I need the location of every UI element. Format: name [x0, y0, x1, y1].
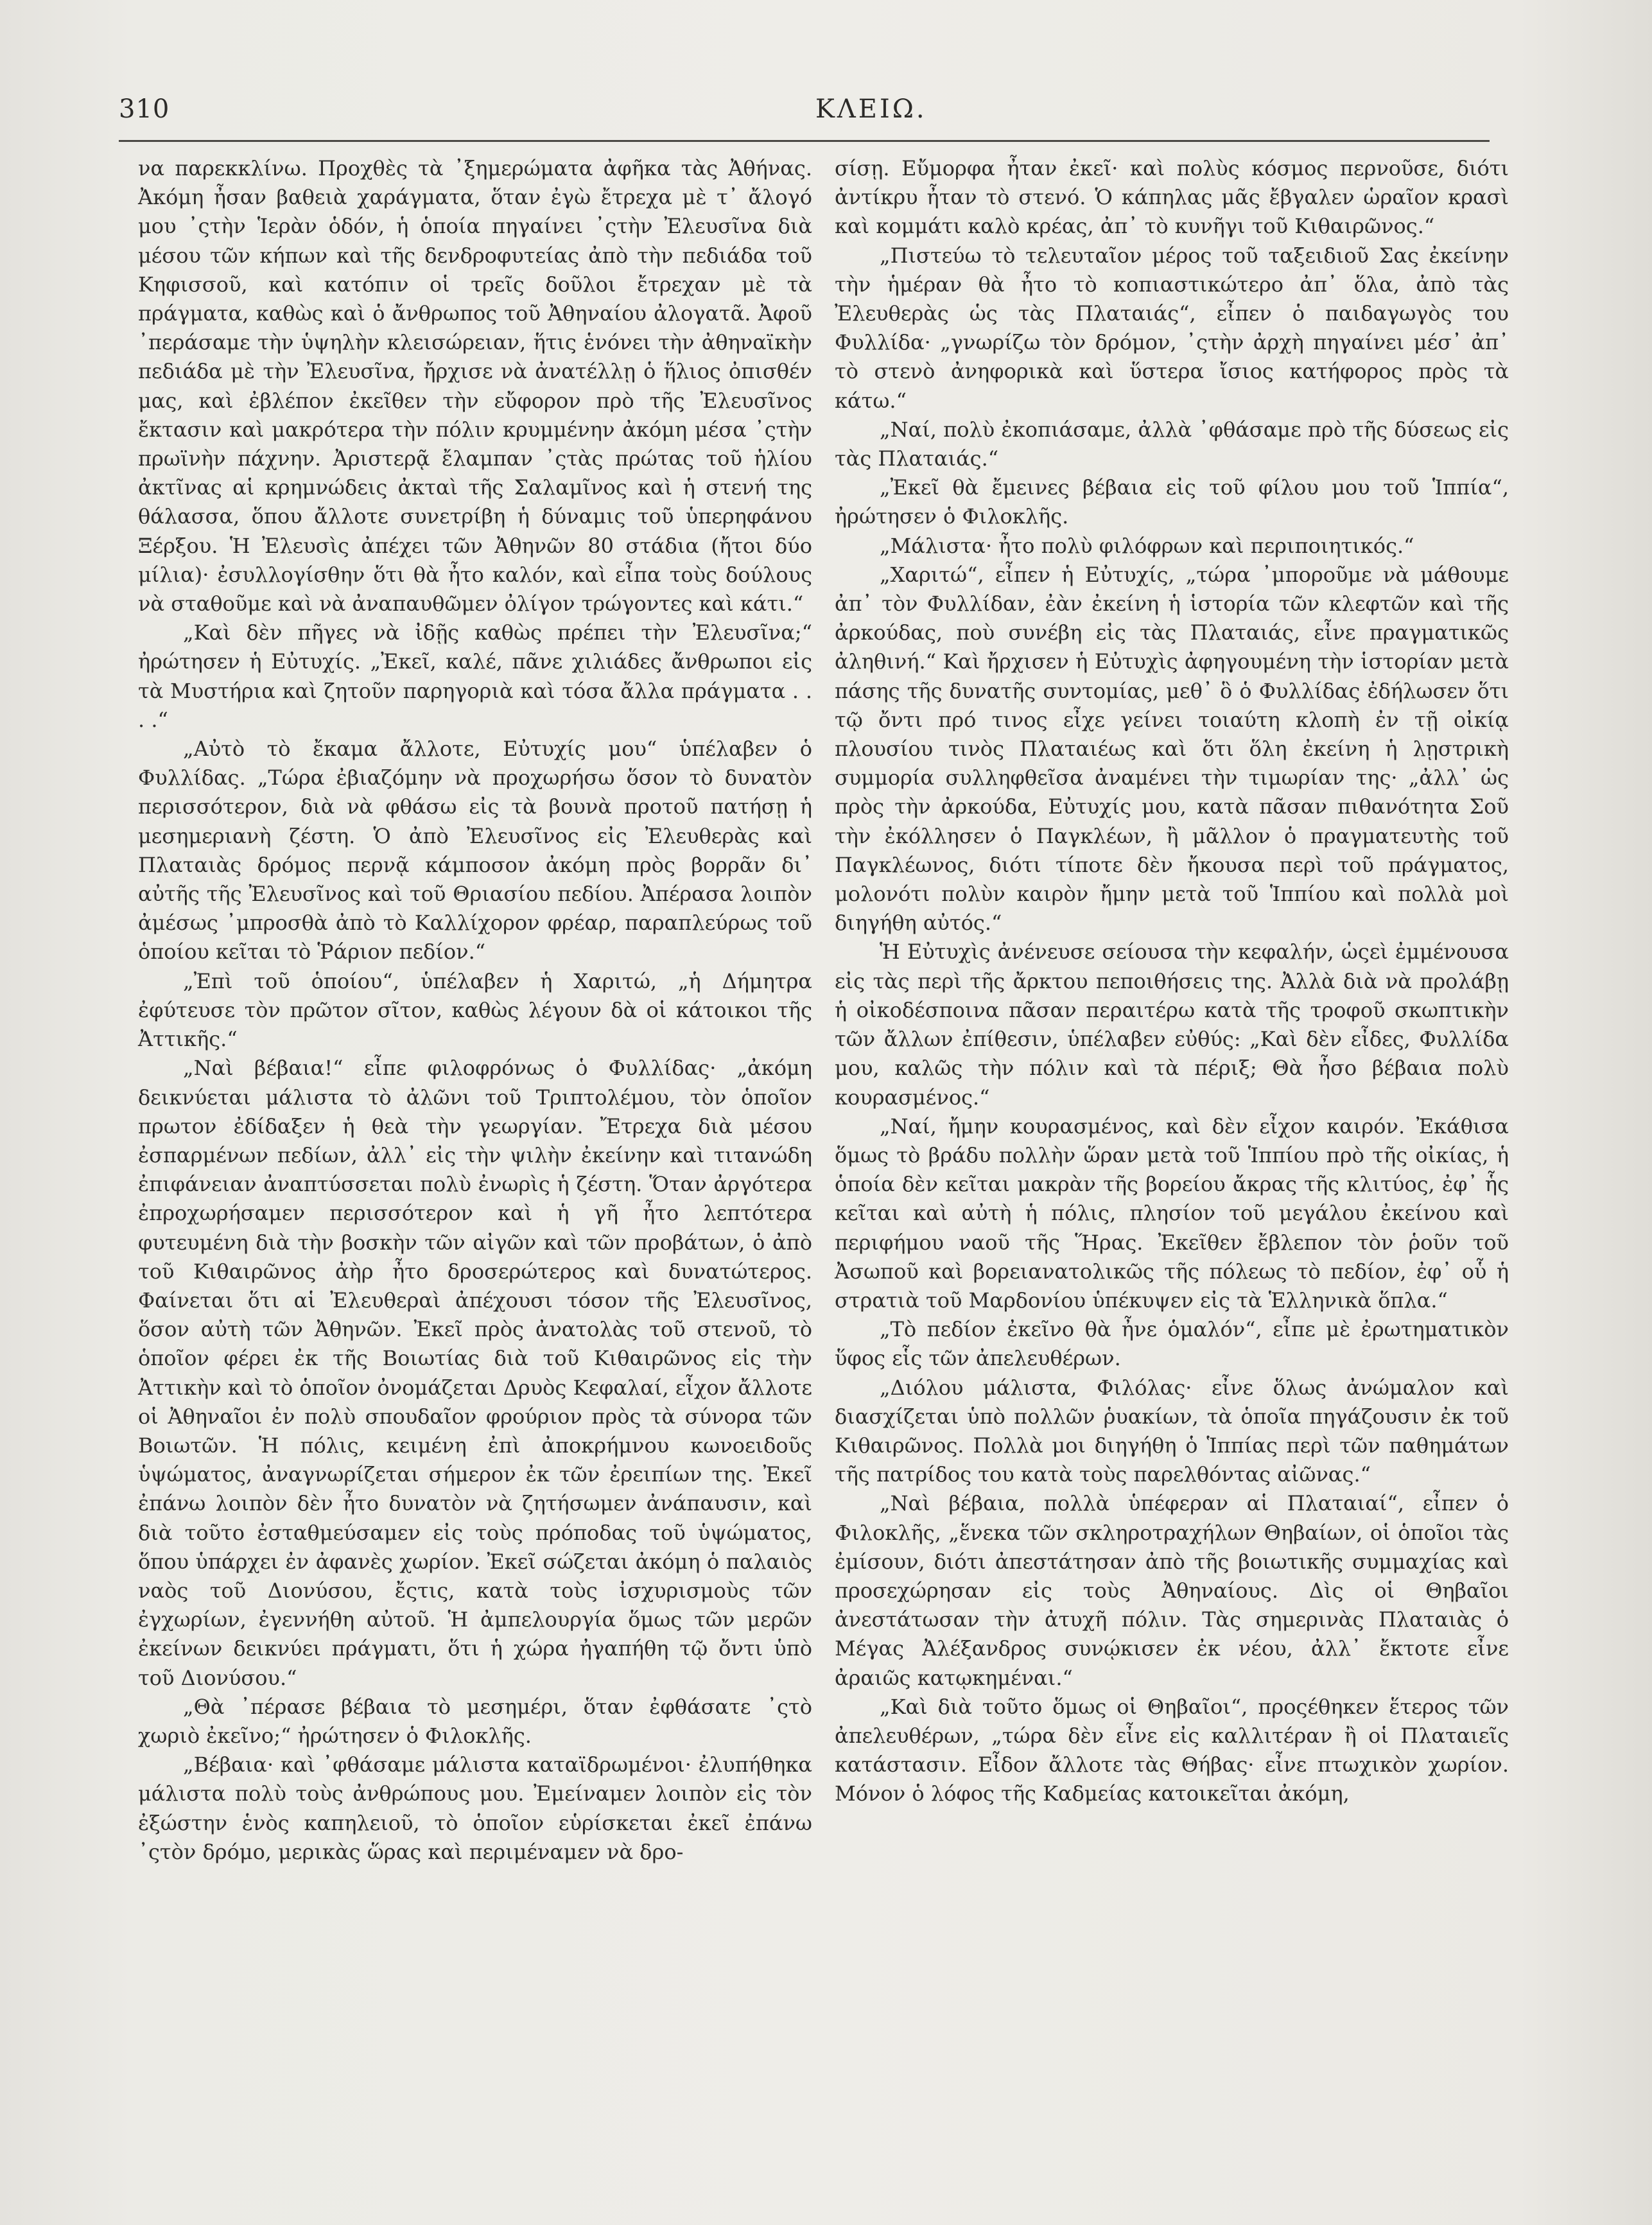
- paragraph: „Αὐτὸ τὸ ἔκαμα ἄλλοτε, Εὐτυχίς μου“ ὑπέλαβεν ὁ Φυλλίδας. „Τώρα ἐβιαζόμην νὰ προχωρήσω ὅσον τὸ δυνατὸν περισσότερον, διὰ νὰ φθάσω εἰς τὰ βουνὰ προτοῦ πατήσῃ ἡ μεσημεριανὴ ζέστη. Ὁ ἀπὸ Ἐλευσῖνος εἰς Ἐλευθερὰς καὶ Πλαταιὰς δρόμος περνᾷ κάμποσον ἀκόμη πρὸς βορρᾶν δι᾿ αὐτῆς τῆς Ἐλευσῖνος καὶ τοῦ Θριασίου πεδίου. Ἀπέρασα λοιπὸν ἀμέσως ᾿μπροσθὰ ἀπὸ τὸ Καλλίχορον φρέαρ, παραπλεύρως τοῦ ὁποίου κεῖται τὸ Ῥάριον πεδίον.“: [138, 737, 812, 964]
- paragraph: „Μάλιστα· ἦτο πολὺ φιλόφρων καὶ περιποιητικός.“: [880, 533, 1414, 558]
- right-column: [835, 154, 1509, 1809]
- paragraph: „Χαριτώ“, εἶπεν ἡ Εὐτυχίς, „τώρα ᾿μποροῦμε νὰ μάθουμε ἀπ᾿ τὸν Φυλλίδαν, ἐὰν ἐκείνη ἡ ἱστορία τῶν κλεφτῶν καὶ τῆς ἀρκούδας, ποὺ συνέβη εἰς τὰς Πλαταιάς, εἶνε πραγματικῶς ἀληθινή.“ Καὶ ἤρχισεν ἡ Εὐτυχὶς ἀφηγουμένη τὴν ἱστορίαν μετὰ πάσης τῆς δυνατῆς συντομίας, μεθ᾿ ὃ ὁ Φυλλίδας ἐδήλωσεν ὅτι τῷ ὄντι πρό τινος εἶχε γείνει τοιαύτη κλοπὴ ἐν τῇ οἰκίᾳ πλουσίου τινὸς Πλαταιέως καὶ ὅτι ὅλη ἐκείνη ἡ λῃστρικὴ συμμορία συλληφθεῖσα ἀναμένει τὴν τιμωρίαν της· „ἀλλ᾿ ὡς πρὸς τὴν ἀρκούδα, Εὐτυχίς μου, κατὰ πᾶσαν πιθανότητα Σοῦ τὴν ἐκόλλησεν ὁ Παγκλέων, ἢ μᾶλλον ὁ πραγματευτὴς τοῦ Παγκλέωνος, διότι τίποτε δὲν ἤκουσα περὶ τοῦ πράγματος, μολονότι πολὺν καιρὸν ἤμην μετὰ τοῦ Ἱππίου καὶ πολλὰ μοὶ διηγήθη αὐτός.“: [835, 562, 1509, 936]
- paragraph: „Ναὶ βέβαια!“ εἶπε φιλοφρόνως ὁ Φυλλίδας· „ἀκόμη δεικνύεται μάλιστα τὸ ἀλῶνι τοῦ Τριπτολέμου, τὸν ὁποῖον πρωτον ἐδίδαξεν ἡ θεὰ τὴν γεωργίαν. Ἔτρεχα διὰ μέσου ἐσπαρμένων πεδίων, ἀλλ᾿ εἰς τὴν ψιλὴν ἐκείνην καὶ τιτανώδη ἐπιφάνειαν ἀναπτύσσεται πολὺ ἐνωρὶς ἡ ζέστη. Ὅταν ἀργότερα ἐπροχωρήσαμεν περισσότερον καὶ ἡ γῆ ἦτο λεπτότερα φυτευμένη διὰ τὴν βοσκὴν τῶν αἰγῶν καὶ τῶν προβάτων, ὁ ἀπὸ τοῦ Κιθαιρῶνος ἀὴρ ἦτο δροσερώτερος καὶ δυνατώτερος. Φαίνεται ὅτι αἱ Ἐλευθεραὶ ἀπέχουσι τόσον τῆς Ἐλευσῖνος, ὅσον αὐτὴ τῶν Ἀθηνῶν. Ἐκεῖ πρὸς ἀνατολὰς τοῦ στενοῦ, τὸ ὁποῖον φέρει ἐκ τῆς Βοιωτίας διὰ τοῦ Κιθαιρῶνος εἰς τὴν Ἀττικὴν καὶ τὸ ὁποῖον ὀνομάζεται Δρυὸς Κεφαλαί, εἶχον ἄλλοτε οἱ Ἀθηναῖοι ἐν πολὺ σπουδαῖον φρούριον πρὸς τὰ σύνορα τῶν Βοιωτῶν. Ἡ πόλις, κειμένη ἐπὶ ἀποκρήμνου κωνοειδοῦς ὑψώματος, ἀναγνωρίζεται σήμερον ἐκ τῶν ἐρειπίων της. Ἐκεῖ ἐπάνω λοιπὸν δὲν ἦτο δυνατὸν νὰ ζητήσωμεν ἀνάπαυσιν, καὶ διὰ τοῦτο ἐσταθμεύσαμεν εἰς τοὺς πρόποδας τοῦ ὑψώματος, ὅπου ὑπάρχει ἐν ἀφανὲς χωρίον. Ἐκεῖ σώζεται ἀκόμη ὁ παλαιὸς ναὸς τοῦ Διονύσου, ἔςτις, κατὰ τοὺς ἰσχυρισμοὺς τῶν ἐγχωρίων, ἐγεννήθη αὐτοῦ. Ἡ ἀμπελουργία ὅμως τῶν μερῶν ἐκείνων δεικνύει πράγματι, ὅτι ἡ χώρα ἠγαπήθη τῷ ὄντι ὑπὸ τοῦ Διονύσου.“: [138, 1056, 812, 1690]
- paragraph: σίσῃ. Εὔμορφα ἦταν ἐκεῖ· καὶ πολὺς κόσμος περνοῦσε, διότι ἀντίκρυ ἦταν τὸ στενό. Ὁ κάπηλας μᾶς ἔβγαλεν ὡραῖον κρασὶ καὶ κομμάτι καλὸ κρέας, ἀπ᾿ τὸ κυνῆγι τοῦ Κιθαιρῶνος.“: [835, 156, 1509, 239]
- paragraph: „Τὸ πεδίον ἐκεῖνο θὰ ἦνε ὁμαλόν“, εἶπε μὲ ἐρωτηματικὸν ὕφος εἷς τῶν ἀπελευθέρων.: [835, 1317, 1509, 1371]
- paragraph: να παρεκκλίνω. Προχθὲς τὰ ᾿ξημερώματα ἀφῆκα τὰς Ἀθήνας. Ἀκόμη ἦσαν βαθειὰ χαράγματα, ὅταν ἐγὼ ἔτρεχα μὲ τ᾿ ἄλογό μου ᾿ςτὴν Ἱερὰν ὁδόν, ἡ ὁποία πηγαίνει ᾿ςτὴν Ἐλευσῖνα διὰ μέσου τῶν κήπων καὶ τῆς δενδροφυτείας ἀπὸ τὴν πεδιάδα τοῦ Κηφισσοῦ, καὶ κατόπιν οἱ τρεῖς δοῦλοι ἔτρεχαν μὲ τὰ πράγματα, καθὼς καὶ ὁ ἄνθρωπος τοῦ Ἀθηναίου ἀλογατᾶ. Ἀφοῦ ᾿περάσαμε τὴν ὑψηλὴν κλεισώρειαν, ἥτις ἑνόνει τὴν ἀθηναϊκὴν πεδιάδα μὲ τὴν Ἐλευσῖνα, ἤρχισε νὰ ἀνατέλλῃ ὁ ἥλιος ὀπισθέν μας, καὶ ἐβλέπον ἐκεῖθεν τὴν εὔφορον πρὸ τῆς Ἐλευσῖνος ἔκτασιν καὶ μακρότερα τὴν πόλιν κρυμμένην ἀκόμη μέσα ᾿ςτὴν πρωϊνὴν πάχνην. Ἀριστερᾷ ἔλαμπαν ᾿ςτὰς πρώτας τοῦ ἡλίου ἀκτῖνας αἱ κρημνώδεις ἀκταὶ τῆς Σαλαμῖνος καὶ ἡ στενή της θάλασσα, ὅπου ἄλλοτε συνετρίβη ἡ δύναμις τοῦ ὑπερηφάνου Ξέρξου. Ἡ Ἐλευσὶς ἀπέχει τῶν Ἀθηνῶν 80 στάδια (ἤτοι δύο μίλια)· ἐσυλλογίσθην ὅτι θὰ ἦτο καλόν, καὶ εἶπα τοὺς δούλους νὰ σταθοῦμε καὶ νὰ ἀναπαυθῶμεν ὀλίγον τρώγοντες καὶ κάτι.“: [138, 156, 812, 616]
- paragraph: „Ναί, πολὺ ἐκοπιάσαμε, ἀλλὰ ᾿φθάσαμε πρὸ τῆς δύσεως εἰς τὰς Πλαταιάς.“: [835, 417, 1509, 471]
- paragraph: „Πιστεύω τὸ τελευταῖον μέρος τοῦ ταξειδιοῦ Σας ἐκείνην τὴν ἡμέραν θὰ ἦτο τὸ κοπιαστικώτερο ἀπ᾿ ὅλα, ἀπὸ τὰς Ἐλευθερὰς ὡς τὰς Πλαταιάς“, εἶπεν ὁ παιδαγωγὸς του Φυλλίδα· „γνωρίζω τὸν δρόμον, ᾿ςτὴν ἀρχὴ πηγαίνει μέσ᾿ ἀπ᾿ τὸ στενὸ ἀνηφορικὰ καὶ ὕστερα ἴσιος κατήφορος πρὸς τὰ κάτω.“: [835, 243, 1509, 413]
- paragraph: „Ἐπὶ τοῦ ὁποίου“, ὑπέλαβεν ἡ Χαριτώ, „ἡ Δήμητρα ἐφύτευσε τὸν πρῶτον σῖτον, καθὼς λέγουν δὰ οἱ κάτοικοι τῆς Ἀττικῆς.“: [138, 968, 812, 1052]
- paragraph: „Βέβαια· καὶ ᾿φθάσαμε μάλιστα καταϊδρωμένοι· ἐλυπήθηκα μάλιστα πολὺ τοὺς ἀνθρώπους μου. Ἐμείναμεν λοιπὸν εἰς τὸν ἐξώστην ἑνὸς καπηλειοῦ, τὸ ὁποῖον εὑρίσκεται ἐκεῖ ἐπάνω ᾿ςτὸν δρόμο, μερικὰς ὥρας καὶ περιμέναμεν νὰ δρο-: [138, 1752, 812, 1864]
- paragraph: „Διόλου μάλιστα, Φιλόλας· εἶνε ὅλως ἀνώμαλον καὶ διασχίζεται ὑπὸ πολλῶν ῥυακίων, τὰ ὁποῖα πηγάζουσιν ἐκ τοῦ Κιθαιρῶνος. Πολλὰ μοι διηγήθη ὁ Ἱππίας περὶ τῶν παθημάτων τῆς πατρίδος του κατὰ τοὺς παρελθόντας αἰῶνας.“: [835, 1375, 1509, 1487]
- page-number: 310: [119, 94, 170, 124]
- running-title: ΚΛΕΙΩ.: [815, 94, 927, 124]
- paragraph: „Ναὶ βέβαια, πολλὰ ὑπέφεραν αἱ Πλαταιαί“, εἶπεν ὁ Φιλοκλῆς, „ἕνεκα τῶν σκληροτραχήλων Θηβαίων, οἱ ὁποῖοι τὰς ἐμίσουν, διότι ἀπεστάτησαν ἀπὸ τῆς βοιωτικῆς συμμαχίας καὶ προσεχώρησαν εἰς τοὺς Ἀθηναίους. Δὶς οἱ Θηβαῖοι ἀνεστάτωσαν τὴν ἀτυχῆ πόλιν. Τὰς σημερινὰς Πλαταιὰς ὁ Μέγας Ἀλέξανδρος συνῴκισεν ἐκ νέου, ἀλλ᾿ ἔκτοτε εἶνε ἀραιῶς κατῳκημέναι.“: [835, 1491, 1509, 1690]
- header-rule: [119, 140, 1490, 142]
- paragraph: „Θὰ ᾿πέρασε βέβαια τὸ μεσημέρι, ὅταν ἐφθάσατε ᾿ςτὸ χωριὸ ἐκεῖνο;“ ἠρώτησεν ὁ Φιλοκλῆς.: [138, 1694, 812, 1748]
- left-column: [138, 154, 812, 1867]
- paragraph: „Καὶ δὲν πῆγες νὰ ἰδῇς καθὼς πρέπει τὴν Ἐλευσῖνα;“ ἠρώτησεν ἡ Εὐτυχίς. „Ἐκεῖ, καλέ, πᾶνε χιλιάδες ἄνθρωποι εἰς τὰ Μυστήρια καὶ ζητοῦν παρηγοριὰ καὶ τόσα ἄλλα πράγματα . . . .“: [138, 620, 812, 732]
- paragraph: Ἡ Εὐτυχὶς ἀνένευσε σείουσα τὴν κεφαλήν, ὡςεὶ ἐμμένουσα εἰς τὰς περὶ τῆς ἄρκτου πεποιθήσεις της. Ἀλλὰ διὰ νὰ προλάβῃ ἡ οἰκοδέσποινα πᾶσαν περαιτέρω κατὰ τῆς τροφοῦ σκωπτικὴν τῶν ἄλλων ἐπίθεσιν, ὑπέλαβεν εὐθύς: „Καὶ δὲν εἶδες, Φυλλίδα μου, καλῶς τὴν πόλιν καὶ τὰ πέριξ; Θὰ ἦσο βέβαια πολὺ κουρασμένος.“: [835, 939, 1509, 1110]
- page-header: [119, 87, 1490, 125]
- paragraph: „Ἐκεῖ θὰ ἔμεινες βέβαια εἰς τοῦ φίλου μου τοῦ Ἱππία“, ἠρώτησεν ὁ Φιλοκλῆς.: [835, 475, 1509, 529]
- paragraph: „Ναί, ἤμην κουρασμένος, καὶ δὲν εἶχον καιρόν. Ἐκάθισα ὅμως τὸ βράδυ πολλὴν ὥραν μετὰ τοῦ Ἱππίου πρὸ τῆς οἰκίας, ἡ ὁποία δὲν κεῖται μακρὰν τῆς βορείου ἄκρας τῆς κλιτύος, ἐφ᾿ ἧς κεῖται καὶ αὐτὴ ἡ πόλις, πλησίον τοῦ μεγάλου ἐκείνου καὶ περιφήμου ναοῦ τῆς Ἥρας. Ἐκεῖθεν ἔβλεπον τὸν ῥοῦν τοῦ Ἀσωποῦ καὶ βορειανατολικῶς τῆς πόλεως τὸ πεδίον, ἐφ᾿ οὗ ἡ στρατιὰ τοῦ Μαρδονίου ὑπέκυψεν εἰς τὰ Ἑλληνικὰ ὅπλα.“: [835, 1113, 1509, 1313]
- paragraph: „Καὶ διὰ τοῦτο ὅμως οἱ Θηβαῖοι“, προςέθηκεν ἕτερος τῶν ἀπελευθέρων, „τώρα δὲν εἶνε εἰς καλλιτέραν ἢ οἱ Πλαταιεῖς κατάστασιν. Εἶδον ἄλλοτε τὰς Θήβας· εἶνε πτωχικὸν χωρίον. Μόνον ὁ λόφος τῆς Καδμείας κατοικεῖται ἀκόμη,: [835, 1694, 1509, 1806]
